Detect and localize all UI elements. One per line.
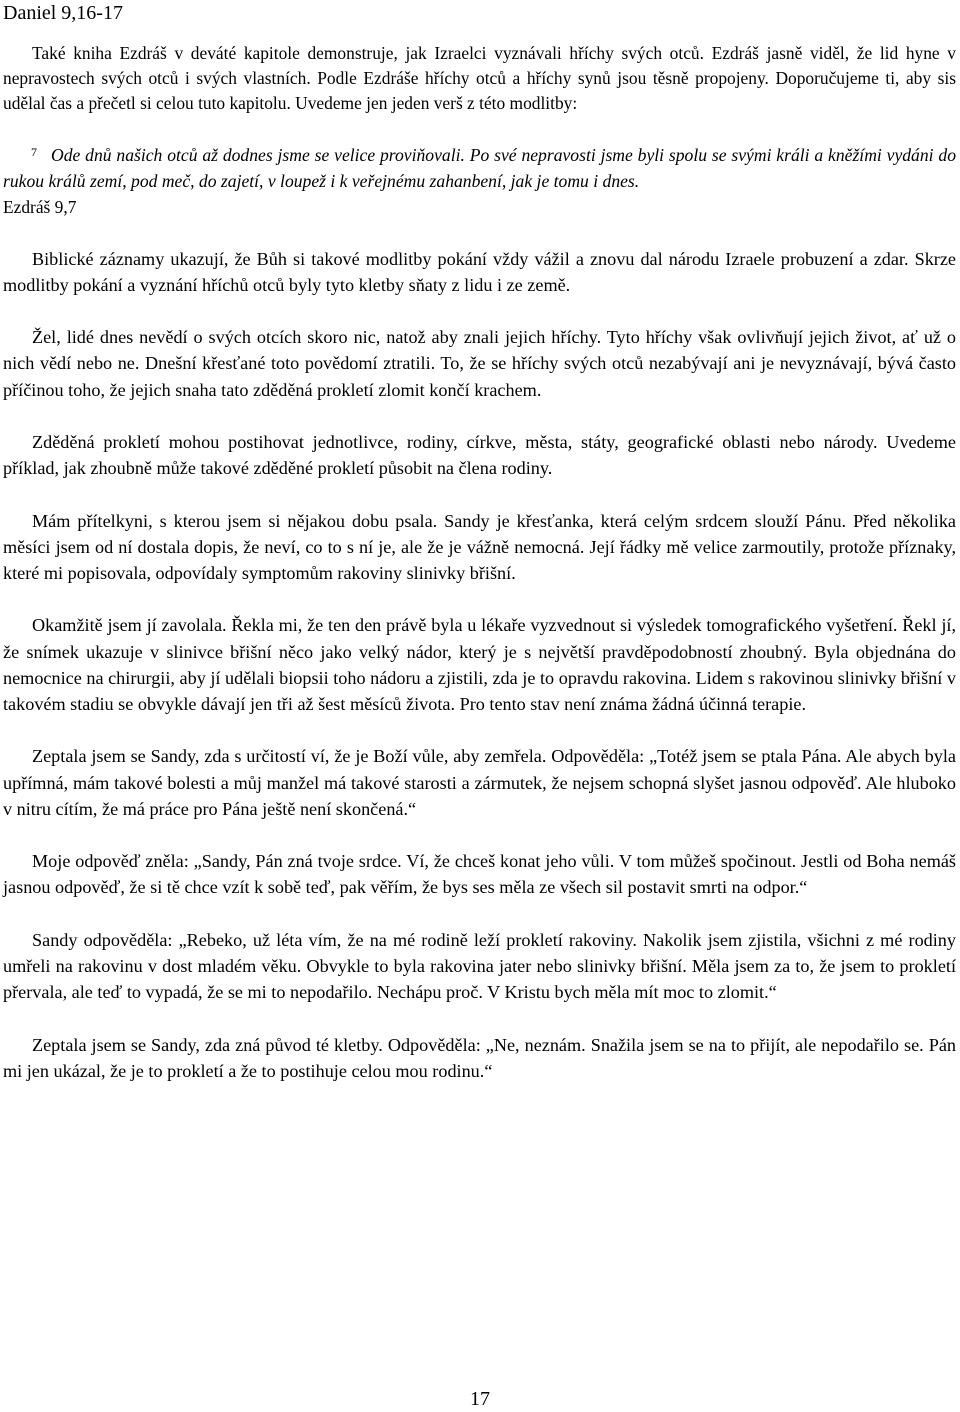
page-number: 17 (470, 1388, 490, 1410)
paragraph: Mám přítelkyni, s kterou jsem si nějakou dobu psala. Sandy je křesťanka, která celým srdcem slouží Pánu. Před několika měsíci jsem od ní dostala dopis, že neví, co to s ní je, ale že je vážně nemocná. Její řádky mě velice zarmoutily, protože příznaky, které mi popisovala, odpovídaly symptomům rakoviny slinivky břišní. (3, 510, 956, 583)
paragraph: Okamžitě jsem jí zavolala. Řekla mi, že ten den právě byla u lékaře vyzvednout si výsledek tomografického vyšetření. Řekl jí, že snímek ukazuje v slinivce břišní něco jako velký nádor, který je s největší pravděpodobností zhoubný. Byla objednána do nemocnice na chirurgii, aby jí udělali biopsii toho nádoru a zjistili, zda je to opravdu rakovina. Lidem s rakovinou slinivky břišní v takovém stadiu se obvykle dávají jen tři až šest měsíců života. Pro tento stav není známa žádná účinná terapie. (3, 615, 956, 714)
paragraph: Moje odpověď zněla: „Sandy, Pán zná tvoje srdce. Ví, že chceš konat jeho vůli. V tom můžeš spočinout. Jestli od Boha nemáš jasnou odpověď, že si tě chce vzít k sobě teď, pak věřím, že bys ses měla ze všech sil postavit smrti na odpor.“ (3, 851, 956, 898)
intro-paragraph: Také kniha Ezdráš v deváté kapitole demonstruje, jak Izraelci vyznávali hříchy svých otců. Ezdráš jasně viděl, že lid hyne v nepravostech svých otců i svých vlastních. Podle Ezdráše hříchy otců a hříchy synů jsou těsně propojeny. Doporučujeme ti, aby sis udělal čas a přečetl si celou tuto kapitolu. Uvedeme jen jeden verš z této modlitby: (3, 43, 956, 114)
paragraph: Zděděná prokletí mohou postihovat jednotlivce, rodiny, církve, města, státy, geografické oblasti nebo národy. Uvedeme příklad, jak zhoubně může takové zděděné prokletí působit na člena rodiny. (3, 432, 956, 479)
paragraph: Zeptala jsem se Sandy, zda s určitostí ví, že je Boží vůle, aby zemřela. Odpověděla: „Totéž jsem se ptala Pána. Ale abych byla upřímná, mám takové bolesti a můj manžel má takové starosti a zármutek, že nejsem schopná slyšet jasnou odpověď. Ale hluboko v nitru cítím, že má práce pro Pána ještě není skončená.“ (3, 746, 956, 819)
paragraph: Žel, lidé dnes nevědí o svých otcích skoro nic, natož aby znali jejich hříchy. Tyto hříchy však ovlivňují jejich život, ať už o nich vědí nebo ne. Dnešní křesťané toto povědomí ztratili. To, že se hříchy svých otců nezabývají ani je nevyznávají, bývá často příčinou toho, že jejich snaha tato zděděná prokletí zlomit končí krachem. (3, 327, 956, 400)
scripture-reference: Ezdráš 9,7 (3, 196, 77, 217)
body-text (3, 41, 956, 1084)
quote-text: Ode dnů našich otců až dodnes jsme se velice proviňovali. Po své nepravosti jsme byli spolu se svými králi a kněžími vydáni do rukou králů zemí, pod meč, do zajetí, v loupež i k veřejnému zahanbení, jak je tomu i dnes. (3, 144, 956, 191)
verse-number: 7 (31, 144, 37, 159)
scripture-quote (3, 142, 956, 194)
page-header: Daniel 9,16-17 (3, 2, 123, 24)
paragraph: Biblické záznamy ukazují, že Bůh si takové modlitby pokání vždy vážil a znovu dal národu Izraele probuzení a zdar. Skrze modlitby pokání a vyznání hříchů otců byly tyto kletby sňaty z lidu i ze země. (3, 248, 956, 295)
paragraph: Sandy odpověděla: „Rebeko, už léta vím, že na mé rodině leží prokletí rakoviny. Nakolik jsem zjistila, všichni z mé rodiny umřeli na rakovinu v dost mladém věku. Obvykle to byla rakovina jater nebo slinivky břišní. Měla jsem za to, že jsem to prokletí přervala, ale teď to vypadá, že se mi to nepodařilo. Nechápu proč. V Kristu bych měla mít moc to zlomit.“ (3, 929, 956, 1003)
paragraph: Zeptala jsem se Sandy, zda zná původ té kletby. Odpověděla: „Ne, neznám. Snažila jsem se na to přijít, ale nepodařilo se. Pán mi jen ukázal, že je to prokletí a že to postihuje celou mou rodinu.“ (3, 1034, 956, 1081)
